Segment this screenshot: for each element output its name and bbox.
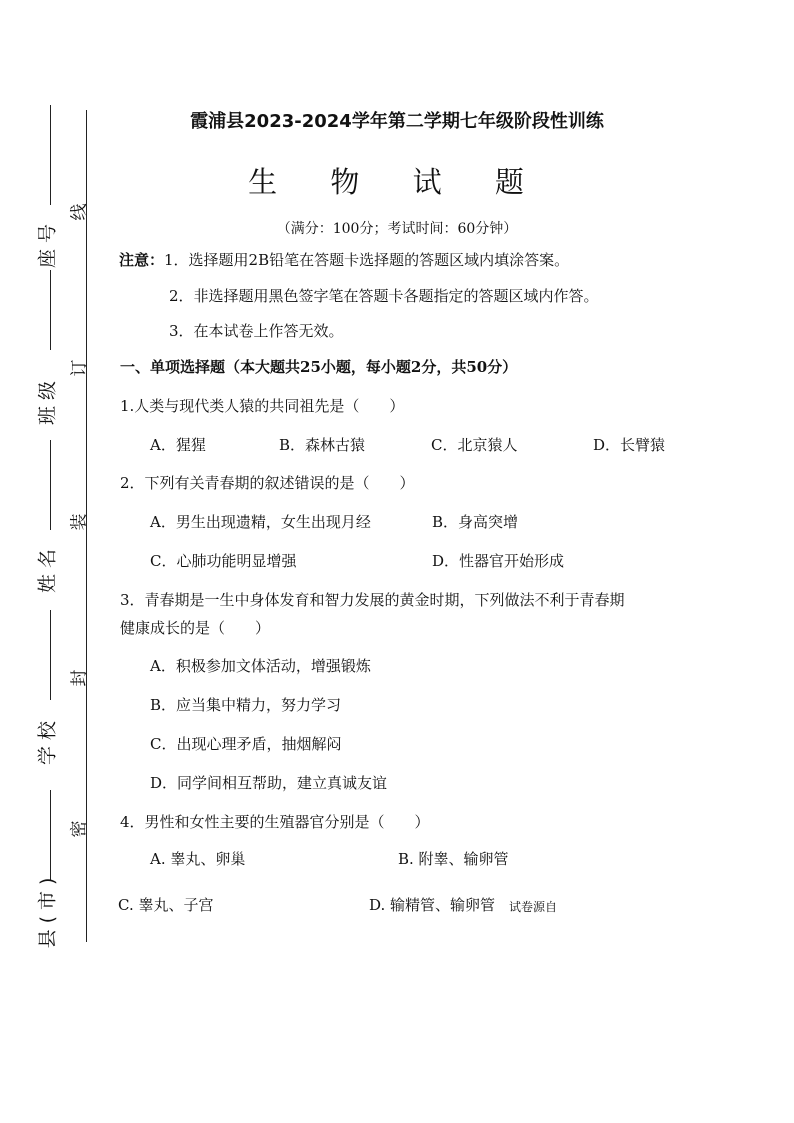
county-blank[interactable] xyxy=(50,790,51,880)
subject-title: 生 物 试 题 xyxy=(248,165,546,199)
name-label: 姓名 xyxy=(36,542,59,594)
option-c[interactable]: C．北京猿人 xyxy=(431,436,518,454)
option-d[interactable]: D．长臂猿 xyxy=(593,436,666,454)
option-a[interactable]: A．猩猩 xyxy=(150,436,206,454)
mark-line: 线 xyxy=(69,203,90,221)
notice-item-3: 3．在本试卷上作答无效。 xyxy=(169,322,344,340)
mark-seal: 封 xyxy=(69,669,90,687)
question-stem: 4．男性和女性主要的生殖器官分别是（ ） xyxy=(120,813,430,831)
option-a[interactable]: A．积极参加文体活动，增强锻炼 xyxy=(150,657,371,675)
option-a[interactable]: A．男生出现遗精，女生出现月经 xyxy=(150,513,371,531)
seat-number-label: 座号 xyxy=(36,217,59,269)
option-a[interactable]: A. 睾丸、卵巢 xyxy=(150,850,246,868)
question-stem: 2．下列有关青春期的叙述错误的是（ ） xyxy=(120,474,415,492)
option-c[interactable]: C. 睾丸、子宫 xyxy=(118,896,214,914)
option-b[interactable]: B. 附睾、输卵管 xyxy=(398,850,509,868)
option-b[interactable]: B．森林古猿 xyxy=(279,436,366,454)
notice-item-2: 2．非选择题用黑色签字笔在答题卡各题指定的答题区域内作答。 xyxy=(169,287,599,305)
option-b[interactable]: B．应当集中精力，努力学习 xyxy=(150,696,342,714)
school-label: 学校 xyxy=(36,714,59,766)
mark-bind: 订 xyxy=(69,359,90,377)
option-d[interactable]: D．性器官开始形成 xyxy=(432,552,565,570)
question-stem-line-2: 健康成长的是（ ） xyxy=(120,619,271,637)
option-c[interactable]: C．出现心理矛盾，抽烟解闷 xyxy=(150,735,342,753)
mark-pack: 装 xyxy=(69,513,90,531)
class-blank[interactable] xyxy=(50,270,51,350)
option-d[interactable]: D．同学间相互帮助，建立真诚友谊 xyxy=(150,774,388,792)
notice-item-1: 1．选择题用2B铅笔在答题卡选择题的答题区域内填涂答案。 xyxy=(164,251,570,269)
exam-info: （满分：100分；考试时间：60分钟） xyxy=(276,221,518,237)
source-watermark: 试卷源自 xyxy=(509,900,558,914)
exam-title: 霞浦县2023-2024学年第二学期七年级阶段性训练 xyxy=(190,111,604,132)
mark-secret: 密 xyxy=(69,820,90,838)
school-blank[interactable] xyxy=(50,610,51,700)
option-c[interactable]: C．心肺功能明显增强 xyxy=(150,552,297,570)
county-label: 县(市) xyxy=(36,871,59,949)
option-b[interactable]: B．身高突增 xyxy=(432,513,519,531)
option-d[interactable]: D. 输精管、输卵管 xyxy=(369,896,496,914)
question-stem: 1.人类与现代类人猿的共同祖先是（ ） xyxy=(120,397,405,415)
section-heading: 一、单项选择题（本大题共25小题，每小题2分，共50分） xyxy=(120,358,518,376)
name-blank[interactable] xyxy=(50,440,51,530)
class-label: 班级 xyxy=(36,374,59,426)
notice-label: 注意： xyxy=(119,251,165,269)
question-stem-line-1: 3．青春期是一生中身体发育和智力发展的黄金时期，下列做法不利于青春期 xyxy=(120,591,625,609)
